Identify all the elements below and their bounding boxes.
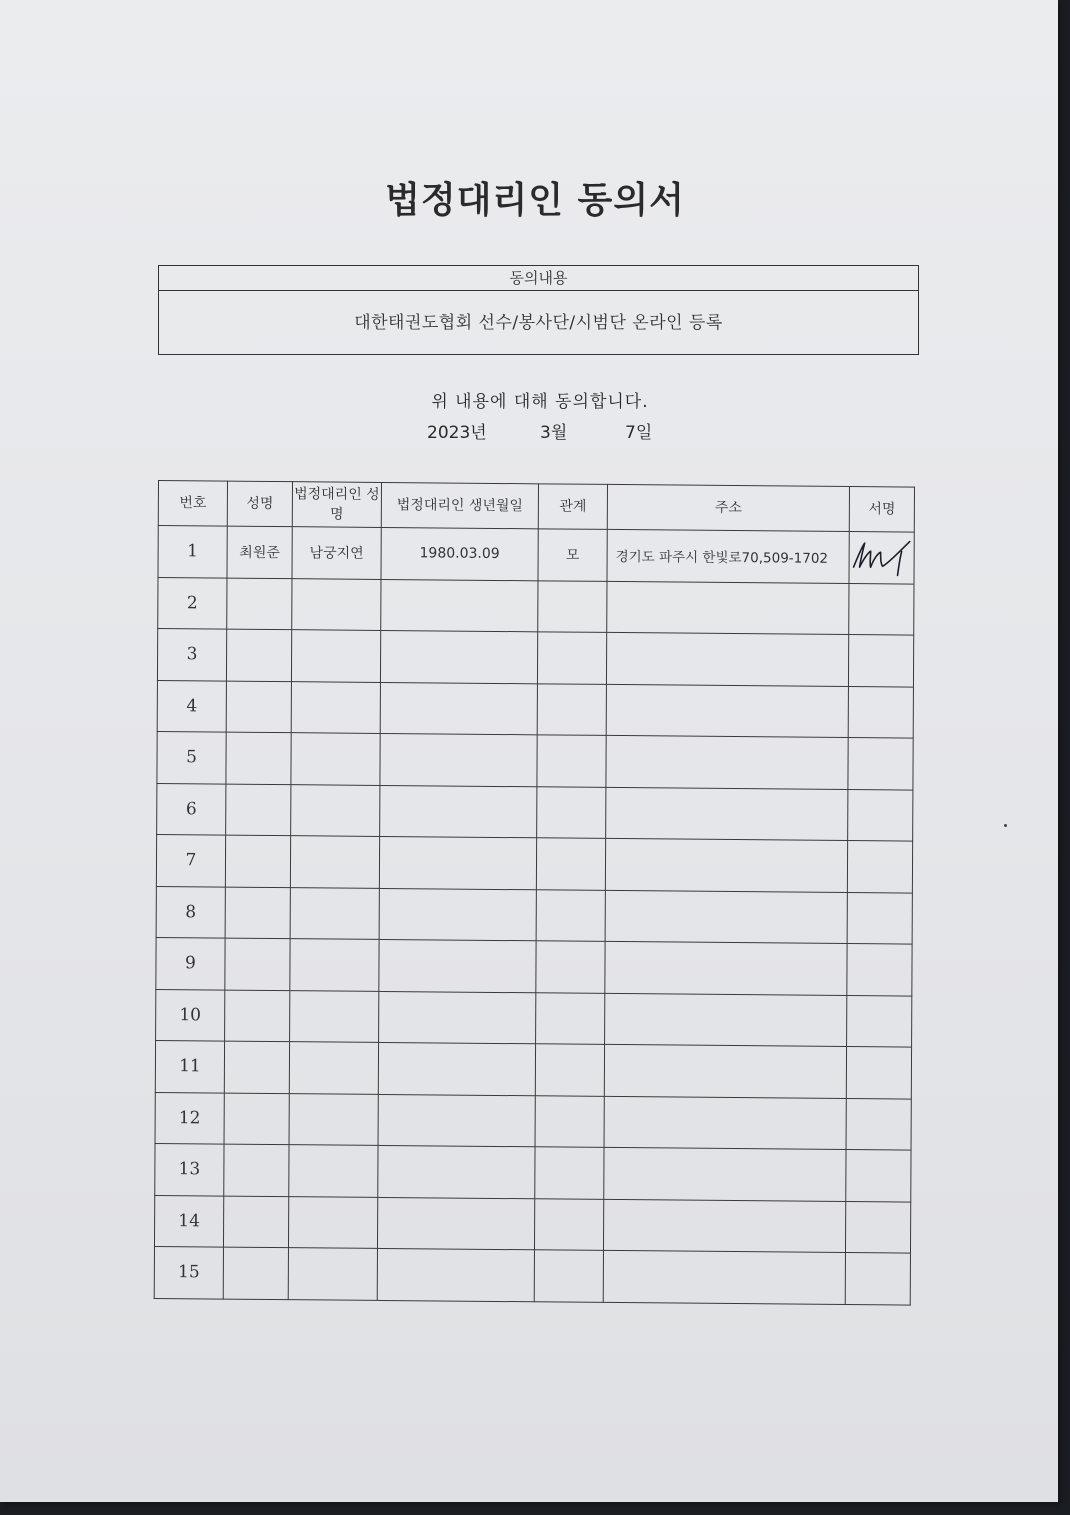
row-number: 9 [156,937,225,989]
row-number: 7 [156,834,225,886]
guardian-birth-cell [380,630,537,683]
guardian-name-cell [291,681,380,733]
agree-statement: 위 내용에 대해 동의합니다. [431,392,649,412]
table-row [157,783,913,841]
guardian-birth-cell [380,785,537,838]
guardian-name-cell [291,733,380,785]
guardian-name-cell [289,1042,378,1094]
student-name-cell [223,1247,288,1299]
row-number: 4 [157,680,226,732]
student-name-cell [227,578,292,630]
student-name-cell [226,784,291,836]
student-name-cell: 최원준 [227,526,292,578]
signature-cell [845,1252,910,1304]
address-cell [604,1044,846,1098]
signature-cell [846,1047,911,1099]
student-name-cell [225,887,290,939]
relation-cell [536,889,605,941]
consent-body: 대한태권도협회 선수/봉사단/시범단 온라인 등록 [354,313,723,333]
address-cell [605,993,847,1047]
relation-cell [537,683,606,735]
header-relation: 관계 [538,484,607,530]
row-number: 15 [154,1246,223,1298]
relation-cell [536,992,605,1044]
guardian-birth-cell [380,682,537,735]
document-title: 법정대리인 동의서 [385,180,685,221]
relation-cell [535,1147,604,1199]
relation-cell [538,580,607,632]
guardian-name-cell [288,1196,377,1248]
address-cell [603,1199,845,1253]
relation-cell [535,1095,604,1147]
guardian-table [154,480,915,1305]
address-cell [606,735,848,789]
address-cell [606,632,848,686]
guardian-birth-cell [378,1145,535,1198]
table-row [155,1143,911,1201]
table-row [157,628,913,686]
guardian-birth-cell [379,991,536,1044]
guardian-birth-cell [379,836,536,889]
guardian-birth-cell [381,579,538,632]
relation-cell [537,735,606,787]
table-body [154,526,914,1305]
student-name-cell [226,629,291,681]
paper-mark [1004,824,1007,827]
student-name-cell [226,681,291,733]
table-header-row [158,481,914,533]
row-number: 2 [158,577,227,629]
relation-cell: 모 [538,529,607,581]
guardian-name-cell [291,630,380,682]
table-row [156,886,912,944]
address-cell: 경기도 파주시 한빛로70,509-1702 [607,529,849,583]
date-year: 2023년 [427,423,487,443]
header-guardian-birth: 법정대리인 생년월일 [381,482,538,528]
signature-cell [845,1201,910,1253]
relation-cell [536,838,605,890]
address-cell [607,581,849,635]
relation-cell [534,1198,603,1250]
table-row [157,731,913,789]
guardian-name-cell [289,1145,378,1197]
student-name-cell [224,1041,289,1093]
table-row [156,937,912,995]
guardian-birth-cell: 1980.03.09 [381,527,538,580]
guardian-name-cell [292,578,381,630]
header-no: 번호 [158,481,227,527]
signature-cell [847,892,912,944]
address-cell [605,941,847,995]
student-name-cell [224,1093,289,1145]
relation-cell [534,1250,603,1302]
guardian-name-cell [290,939,379,991]
signature-cell [846,1150,911,1202]
signature-cell [847,841,912,893]
guardian-name-cell [288,1248,377,1300]
date-line [0,418,1070,444]
header-address: 주소 [607,484,849,531]
address-cell [605,890,847,944]
guardian-birth-cell [378,1042,535,1095]
guardian-name-cell [290,887,379,939]
signature-cell [847,995,912,1047]
guardian-name-cell [291,784,380,836]
handwritten-signature [850,537,916,578]
signature-cell [849,532,914,584]
address-cell [606,787,848,841]
table-row [155,1040,911,1098]
table-row [158,526,914,584]
signature-cell [849,583,914,635]
table-row [154,1195,910,1253]
table-row [156,834,912,892]
student-name-cell [225,938,290,990]
table-row [156,989,912,1047]
row-number: 14 [154,1195,223,1247]
row-number: 12 [155,1092,224,1144]
student-name-cell [223,1196,288,1248]
guardian-birth-cell [380,733,537,786]
guardian-name-cell [290,990,379,1042]
row-number: 8 [156,886,225,938]
relation-cell [535,1044,604,1096]
student-name-cell [225,990,290,1042]
signature-cell [848,635,913,687]
address-cell [604,1147,846,1201]
guardian-name-cell [290,836,379,888]
guardian-name-cell [289,1093,378,1145]
guardian-name-cell: 남궁지연 [292,527,381,579]
row-number: 3 [157,628,226,680]
guardian-birth-cell [377,1248,534,1301]
signature-cell [846,1098,911,1150]
address-cell [604,1096,846,1150]
date-day: 7일 [625,423,653,443]
table-row [157,680,913,738]
header-guardian-name: 법정대리인 성명 [292,482,381,528]
student-name-cell [224,1144,289,1196]
relation-cell [537,786,606,838]
signature-cell [848,738,913,790]
signature-cell [848,686,913,738]
address-cell [603,1250,845,1304]
row-number: 11 [155,1040,224,1092]
table-row [155,1092,911,1150]
date-month: 3월 [540,423,568,443]
student-name-cell [225,835,290,887]
guardian-birth-cell [377,1197,534,1250]
row-number: 10 [156,989,225,1041]
row-number: 6 [157,783,226,835]
row-number: 13 [155,1143,224,1195]
table-row [158,577,914,635]
guardian-birth-cell [379,939,536,992]
header-name: 성명 [227,481,292,527]
address-cell [605,838,847,892]
guardian-birth-cell [378,1094,535,1147]
relation-cell [536,941,605,993]
consent-header: 동의내용 [159,266,918,291]
consent-box [158,265,919,355]
table-row [154,1246,910,1304]
header-signature: 서명 [849,487,914,533]
row-number: 5 [157,731,226,783]
relation-cell [537,632,606,684]
signature-cell [848,789,913,841]
signature-cell [847,944,912,996]
student-name-cell [226,732,291,784]
address-cell [606,684,848,738]
row-number: 1 [158,526,227,578]
guardian-birth-cell [379,888,536,941]
